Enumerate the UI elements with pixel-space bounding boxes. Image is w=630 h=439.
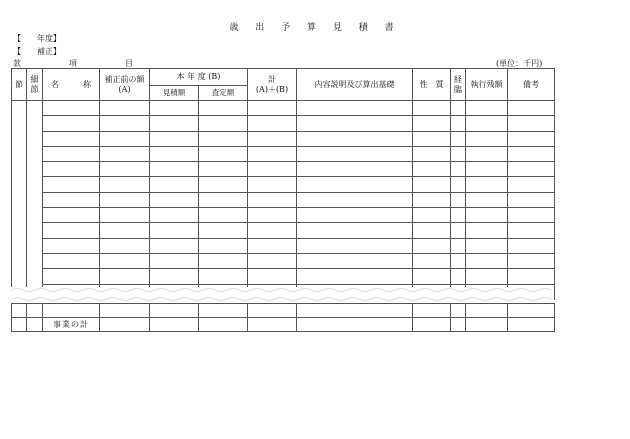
table-cell[interactable] — [43, 269, 100, 284]
table-cell[interactable] — [12, 101, 27, 116]
table-cell[interactable] — [199, 269, 248, 284]
table-cell[interactable] — [27, 269, 43, 284]
table-cell[interactable] — [12, 146, 27, 161]
table-cell[interactable] — [466, 146, 508, 161]
table-cell[interactable] — [508, 208, 555, 223]
table-cell[interactable] — [150, 116, 199, 131]
table-cell[interactable] — [248, 253, 297, 268]
table-cell[interactable] — [12, 208, 27, 223]
table-cell[interactable] — [466, 269, 508, 284]
header-total: 計 (A)＋(B) — [248, 69, 297, 101]
total-table — [11, 303, 555, 332]
table-cell[interactable] — [100, 238, 150, 253]
table-cell[interactable] — [199, 116, 248, 131]
table-cell[interactable] — [199, 192, 248, 207]
table-cell[interactable] — [508, 177, 555, 192]
table-cell[interactable] — [413, 269, 451, 284]
document-title: 歳 出 予 算 見 積 書 — [229, 23, 401, 33]
total-cell[interactable] — [451, 318, 466, 332]
table-cell[interactable] — [100, 131, 150, 146]
table-cell[interactable] — [508, 238, 555, 253]
total-cell[interactable] — [150, 318, 199, 332]
table-cell[interactable] — [451, 253, 466, 268]
table-cell[interactable] — [199, 223, 248, 238]
table-cell[interactable] — [508, 223, 555, 238]
table-cell[interactable] — [43, 253, 100, 268]
header-balance: 執行残額 — [466, 69, 508, 101]
table-cell[interactable] — [43, 238, 100, 253]
table-cell[interactable] — [27, 223, 43, 238]
total-cell[interactable] — [297, 318, 413, 332]
table-cell[interactable] — [150, 192, 199, 207]
table-cell[interactable] — [43, 131, 100, 146]
table-cell[interactable] — [466, 116, 508, 131]
budget-estimate-table — [11, 68, 555, 300]
table-cell[interactable] — [451, 116, 466, 131]
header-assessed: 査定額 — [199, 86, 248, 101]
table-cell[interactable] — [451, 269, 466, 284]
table-cell[interactable] — [27, 253, 43, 268]
table-row — [12, 116, 555, 131]
table-cell[interactable] — [297, 177, 413, 192]
header-this-year: 本 年 度 (B) — [150, 69, 248, 86]
table-cell[interactable] — [451, 177, 466, 192]
table-cell[interactable] — [466, 223, 508, 238]
table-cell[interactable] — [451, 208, 466, 223]
table-cell[interactable] — [297, 253, 413, 268]
table-cell[interactable] — [150, 146, 199, 161]
table-cell[interactable] — [27, 146, 43, 161]
table-cell[interactable] — [199, 177, 248, 192]
table-cell[interactable] — [12, 269, 27, 284]
table-cell[interactable] — [150, 162, 199, 177]
category-label: 款 項 目 — [13, 59, 133, 68]
table-cell[interactable] — [413, 101, 451, 116]
table-cell[interactable] — [297, 269, 413, 284]
table-cell[interactable] — [100, 223, 150, 238]
table-cell[interactable] — [297, 162, 413, 177]
table-cell[interactable] — [27, 177, 43, 192]
table-row — [12, 162, 555, 177]
total-cell[interactable] — [199, 318, 248, 332]
table-cell[interactable] — [413, 192, 451, 207]
table-cell[interactable] — [100, 208, 150, 223]
table-cell[interactable] — [100, 162, 150, 177]
table-cell[interactable] — [199, 131, 248, 146]
total-cell[interactable] — [100, 318, 150, 332]
table-cell[interactable] — [466, 208, 508, 223]
table-cell[interactable] — [12, 223, 27, 238]
table-cell[interactable] — [43, 177, 100, 192]
table-row — [12, 101, 555, 116]
table-cell[interactable] — [451, 238, 466, 253]
table-cell[interactable] — [413, 146, 451, 161]
table-cell[interactable] — [43, 146, 100, 161]
table-cell[interactable] — [199, 208, 248, 223]
table-cell[interactable] — [43, 192, 100, 207]
table-cell[interactable] — [297, 101, 413, 116]
total-blank-row — [12, 304, 555, 318]
table-cell[interactable] — [413, 177, 451, 192]
total-cell[interactable] — [248, 318, 297, 332]
unit-label: (単位：千円) — [496, 59, 543, 68]
table-cell[interactable] — [451, 192, 466, 207]
table-cell[interactable] — [297, 223, 413, 238]
table-cell[interactable] — [297, 116, 413, 131]
table-cell[interactable] — [297, 131, 413, 146]
table-cell[interactable] — [43, 101, 100, 116]
table-cell[interactable] — [43, 116, 100, 131]
table-cell[interactable] — [100, 253, 150, 268]
table-cell[interactable] — [150, 131, 199, 146]
table-cell[interactable] — [508, 269, 555, 284]
table-row — [12, 146, 555, 161]
table-row — [12, 238, 555, 253]
table-cell[interactable] — [150, 253, 199, 268]
total-cell[interactable] — [413, 318, 451, 332]
table-cell[interactable] — [12, 253, 27, 268]
table-cell[interactable] — [508, 192, 555, 207]
table-row — [12, 131, 555, 146]
table-cell[interactable] — [297, 238, 413, 253]
table-cell[interactable] — [508, 131, 555, 146]
table-cell[interactable] — [413, 208, 451, 223]
header-name: 名 称 — [43, 69, 100, 101]
table-cell[interactable] — [248, 208, 297, 223]
table-cell[interactable] — [248, 146, 297, 161]
table-cell[interactable] — [12, 177, 27, 192]
header-saisetsu: 細 節 — [27, 69, 43, 101]
table-cell[interactable] — [199, 238, 248, 253]
table-cell[interactable] — [413, 131, 451, 146]
header-remarks: 備考 — [508, 69, 555, 101]
table-cell[interactable] — [508, 253, 555, 268]
fiscal-year-label: 【 年度】 — [13, 34, 61, 43]
table-cell[interactable] — [508, 116, 555, 131]
table-cell[interactable] — [150, 208, 199, 223]
table-cell[interactable] — [12, 192, 27, 207]
table-cell[interactable] — [466, 238, 508, 253]
table-cell[interactable] — [248, 177, 297, 192]
table-row — [12, 208, 555, 223]
table-cell[interactable] — [466, 131, 508, 146]
table-cell[interactable] — [27, 162, 43, 177]
table-cell[interactable] — [413, 238, 451, 253]
table-cell[interactable] — [451, 223, 466, 238]
table-cell[interactable] — [413, 253, 451, 268]
table-cell[interactable] — [451, 146, 466, 161]
table-cell[interactable] — [150, 238, 199, 253]
table-cell[interactable] — [100, 192, 150, 207]
table-cell[interactable] — [12, 131, 27, 146]
table-cell[interactable] — [100, 101, 150, 116]
table-cell[interactable] — [43, 208, 100, 223]
table-cell[interactable] — [248, 162, 297, 177]
header-keirin: 経 臨 — [451, 69, 466, 101]
table-cell[interactable] — [199, 162, 248, 177]
table-cell[interactable] — [466, 177, 508, 192]
header-nature: 性 質 — [413, 69, 451, 101]
table-row — [12, 269, 555, 284]
page-break-gap — [11, 287, 554, 303]
table-cell[interactable] — [100, 116, 150, 131]
table-cell[interactable] — [199, 101, 248, 116]
table-cell[interactable] — [12, 162, 27, 177]
table-cell[interactable] — [199, 253, 248, 268]
table-cell[interactable] — [466, 162, 508, 177]
total-cell[interactable] — [508, 318, 555, 332]
table-row — [12, 192, 555, 207]
table-cell[interactable] — [27, 101, 43, 116]
table-cell[interactable] — [150, 177, 199, 192]
header-estimate: 見積額 — [150, 86, 199, 101]
table-cell[interactable] — [100, 177, 150, 192]
revision-label: 【 補正】 — [13, 47, 61, 56]
table-row — [12, 177, 555, 192]
table-cell[interactable] — [27, 116, 43, 131]
header-setsu: 節 — [12, 69, 27, 101]
table-cell[interactable] — [451, 101, 466, 116]
header-before-revision: 補正前の額 (A) — [100, 69, 150, 101]
table-cell[interactable] — [248, 223, 297, 238]
table-cell[interactable] — [466, 253, 508, 268]
table-cell[interactable] — [248, 192, 297, 207]
table-cell[interactable] — [199, 146, 248, 161]
total-row — [12, 318, 555, 332]
table-cell[interactable] — [248, 131, 297, 146]
total-cell[interactable] — [466, 318, 508, 332]
table-cell[interactable] — [466, 101, 508, 116]
table-cell[interactable] — [27, 131, 43, 146]
table-cell[interactable] — [27, 208, 43, 223]
project-total-label: 事業の計 — [43, 318, 100, 332]
table-cell[interactable] — [150, 269, 199, 284]
table-cell[interactable] — [508, 146, 555, 161]
table-cell[interactable] — [43, 162, 100, 177]
table-cell[interactable] — [100, 269, 150, 284]
table-cell[interactable] — [297, 146, 413, 161]
table-cell[interactable] — [150, 101, 199, 116]
table-cell[interactable] — [150, 223, 199, 238]
table-cell[interactable] — [12, 116, 27, 131]
table-cell[interactable] — [43, 223, 100, 238]
table-row — [12, 223, 555, 238]
table-cell[interactable] — [248, 116, 297, 131]
table-cell[interactable] — [248, 269, 297, 284]
table-cell[interactable] — [508, 162, 555, 177]
table-cell[interactable] — [451, 162, 466, 177]
table-cell[interactable] — [27, 192, 43, 207]
table-cell[interactable] — [297, 192, 413, 207]
table-cell[interactable] — [466, 192, 508, 207]
table-cell[interactable] — [297, 208, 413, 223]
table-cell[interactable] — [413, 223, 451, 238]
table-cell[interactable] — [508, 101, 555, 116]
table-cell[interactable] — [100, 146, 150, 161]
table-cell[interactable] — [451, 131, 466, 146]
header-description: 内容説明及び算出基礎 — [297, 69, 413, 101]
table-cell[interactable] — [248, 101, 297, 116]
table-cell[interactable] — [12, 238, 27, 253]
table-row — [12, 253, 555, 268]
torn-edge-divider — [11, 287, 554, 303]
table-cell[interactable] — [248, 238, 297, 253]
table-cell[interactable] — [27, 238, 43, 253]
table-cell[interactable] — [413, 162, 451, 177]
table-cell[interactable] — [413, 116, 451, 131]
